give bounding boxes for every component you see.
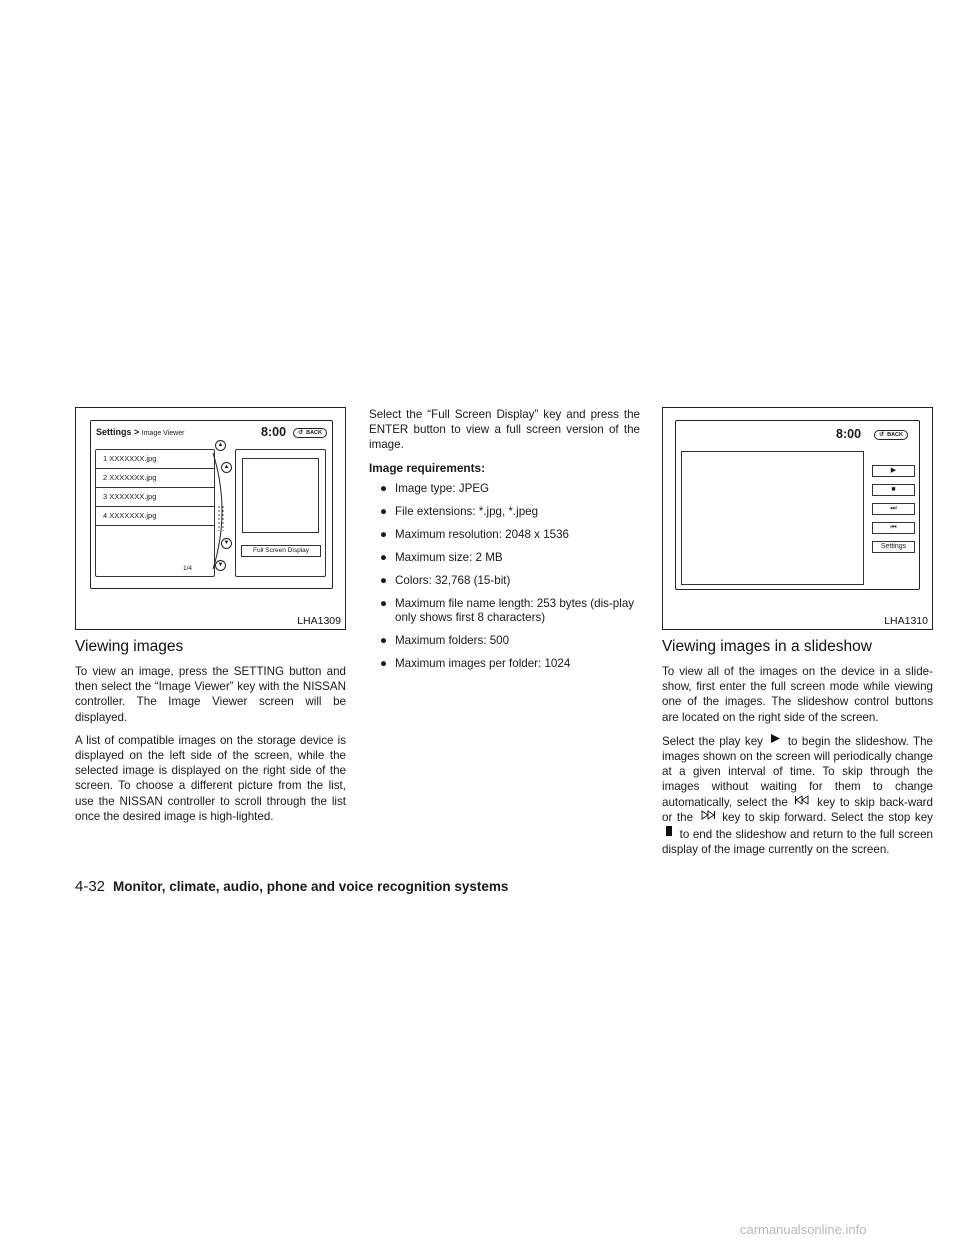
preview-panel	[235, 449, 326, 577]
page-indicator: 1/4	[183, 565, 193, 572]
list-item: ● Maximum size: 2 MB	[380, 550, 503, 564]
list-item: ● Image type: JPEG	[380, 481, 490, 495]
stop-icon	[664, 825, 674, 837]
scroll-bottom-icon[interactable]: ▼	[215, 560, 226, 571]
page-number: 4-32	[75, 878, 106, 895]
list-item-2[interactable]: 2 XXXXXXX.jpg	[96, 469, 214, 488]
back-label: BACK	[306, 430, 322, 436]
heading-viewing-images: Viewing images	[75, 638, 184, 655]
back-button[interactable]	[874, 430, 908, 440]
intro-paragraph: Select the “Full Screen Display” key and press the ENTER button to view a full screen version of the image.	[369, 408, 640, 452]
skip-forward-button[interactable]	[872, 503, 915, 515]
list-item: ● Maximum file name length: 253 bytes (dis-play only shows first 8 characters)	[380, 596, 635, 624]
requirements-heading: Image requirements:	[369, 460, 486, 475]
scroll-top-icon[interactable]: ▲	[215, 440, 226, 451]
section-title: Monitor, climate, audio, phone and voice recognition systems	[113, 879, 509, 894]
scroll-down-icon[interactable]: ▼	[221, 538, 232, 549]
bullet-icon: ●	[380, 573, 388, 587]
preview-image	[242, 458, 319, 533]
figure-id: LHA1309	[297, 615, 341, 627]
play-button[interactable]	[872, 465, 915, 477]
bullet-icon: ●	[380, 527, 388, 541]
back-arrow-icon: ↺	[298, 430, 304, 436]
back-button[interactable]	[293, 428, 327, 438]
bullet-icon: ●	[380, 596, 388, 610]
paragraph-2: Select the play key to begin the slideshow. The images shown on the screen will periodically change at a given interval of time. To skip through the images without waiting for them to change automatically, select the key to skip back-ward or the key to skip forward. Select the stop key to end the slideshow and return to the full screen display of the image currently on the screen.	[662, 734, 933, 857]
image-list	[95, 449, 215, 577]
list-item: ● Maximum resolution: 2048 x 1536	[380, 527, 569, 541]
list-item-3[interactable]: 3 XXXXXXX.jpg	[96, 488, 214, 507]
clock: 8:00	[261, 425, 287, 439]
column-left	[75, 407, 346, 832]
list-item: ● Maximum images per folder: 1024	[380, 656, 571, 670]
list-item: ● Maximum folders: 500	[380, 633, 510, 647]
settings-button[interactable]: Settings	[872, 541, 915, 553]
list-item: ● File extensions: *.jpg, *.jpeg	[380, 504, 539, 518]
image-viewer-figure	[75, 407, 346, 630]
stop-button[interactable]	[872, 484, 915, 496]
skip-forward-icon	[700, 810, 716, 820]
stop-icon: ■	[891, 486, 896, 493]
back-arrow-icon: ↺	[879, 432, 885, 438]
bullet-icon: ●	[380, 481, 388, 495]
scroll-up-icon[interactable]: ▲	[221, 462, 232, 473]
list-item: ● Colors: 32,768 (15-bit)	[380, 573, 511, 587]
settings-title: Settings	[96, 427, 132, 437]
page-footer	[75, 878, 508, 895]
clock: 8:00	[836, 427, 862, 441]
bullet-icon: ●	[380, 550, 388, 564]
skip-back-icon	[794, 795, 810, 805]
requirements-list	[369, 482, 640, 671]
play-icon: ▶	[890, 467, 897, 474]
bullet-icon: ●	[380, 504, 388, 518]
back-label: BACK	[887, 432, 903, 438]
play-icon	[769, 733, 781, 744]
column-middle	[369, 407, 640, 680]
column-right	[662, 407, 933, 865]
bullet-icon: ●	[380, 656, 388, 670]
fullscreen-screen	[675, 420, 920, 590]
slideshow-figure	[662, 407, 933, 630]
skip-back-button[interactable]	[872, 522, 915, 534]
breadcrumb-image-viewer: Image Viewer	[141, 430, 185, 437]
image-viewer-screen	[90, 420, 333, 589]
fullscreen-image	[681, 451, 864, 585]
skip-back-icon: ⏮	[890, 524, 897, 531]
full-screen-display-button[interactable]: Full Screen Display	[241, 545, 321, 557]
paragraph-1: To view all of the images on the device in a slide-show, first enter the full screen mode while viewing one of the images. The slideshow control buttons are located on the right side of the screen.	[662, 665, 933, 724]
bullet-icon: ●	[380, 633, 388, 647]
figure-id: LHA1310	[884, 615, 928, 627]
heading-slideshow: Viewing images in a slideshow	[662, 638, 872, 655]
list-item-1[interactable]: 1 XXXXXXX.jpg	[96, 450, 214, 469]
skip-forward-icon: ⏭	[890, 505, 897, 512]
paragraph-1: To view an image, press the SETTING button and then select the “Image Viewer” key with the NISSAN controller. The Image Viewer screen will be displayed.	[75, 665, 346, 724]
screen-title: Settings > Image Viewer	[96, 427, 185, 437]
paragraph-2: A list of compatible images on the storage device is displayed on the left side of the screen, while the selected image is displayed on the right side of the screen. To choose a different picture from the list, use the NISSAN controller to scroll through the list once the desired image is high-lighted.	[75, 733, 346, 823]
list-item-4[interactable]: 4 XXXXXXX.jpg	[96, 507, 214, 526]
watermark: carmanualsonline.info	[740, 1222, 867, 1237]
